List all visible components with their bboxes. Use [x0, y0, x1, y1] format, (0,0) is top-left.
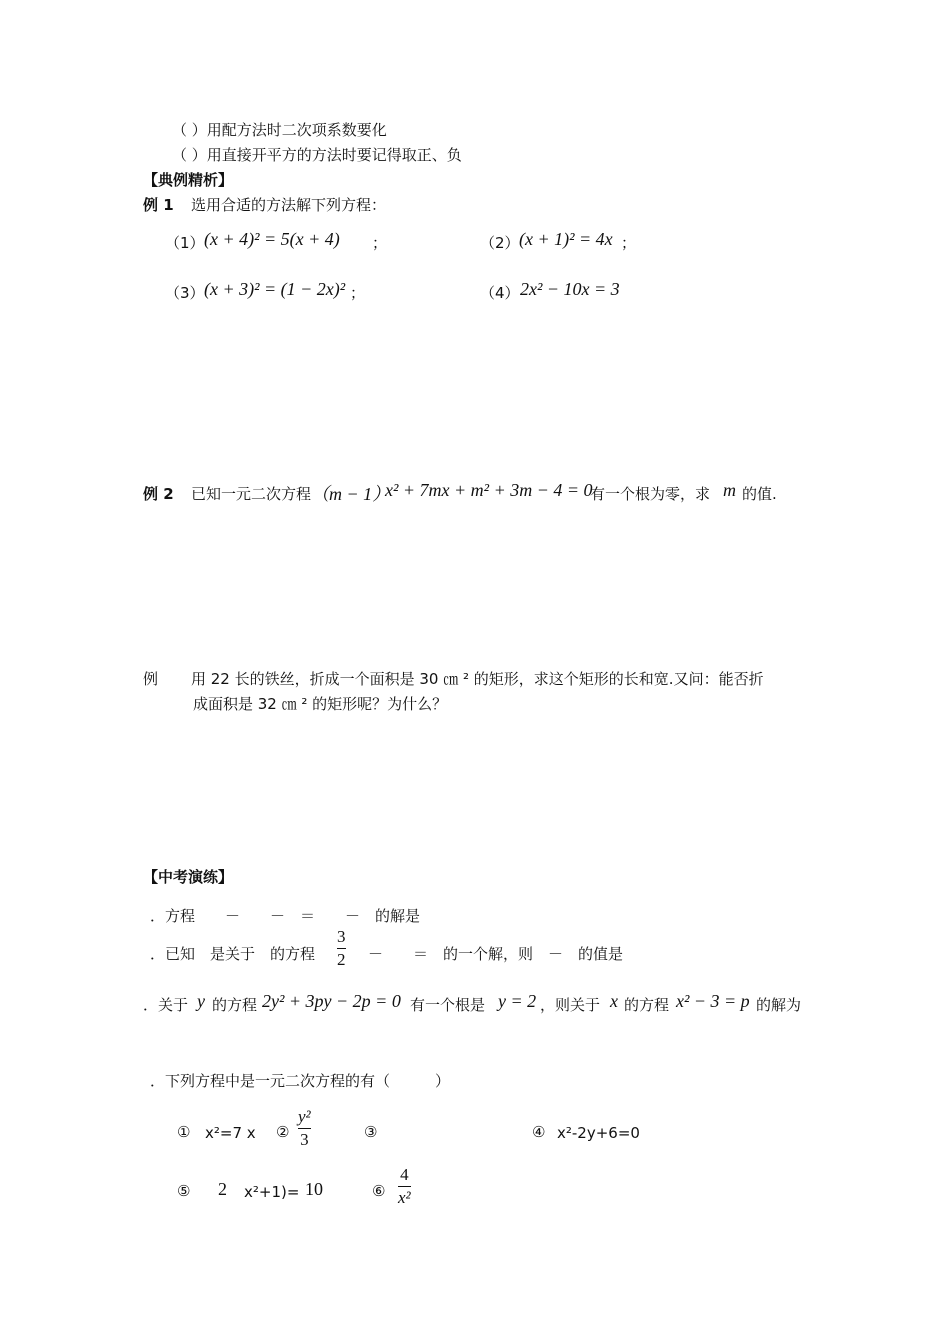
ex1-problem-1-semicolon: ；: [372, 234, 388, 252]
review-item-1: （ ）用配方法时二次项系数要化: [172, 121, 387, 139]
ex1-problem-1-equation: (x + 4)² = 5(x + 4): [204, 229, 340, 249]
option-3-mark: ③: [364, 1123, 378, 1141]
ex1-problem-3-semicolon: ；: [350, 284, 366, 302]
option-1-text: x²=7 x: [205, 1124, 256, 1142]
example-2-paren: （m − 1）: [311, 484, 391, 504]
option-4-text: x²-2y+6=0: [557, 1124, 640, 1142]
review-item-2: （ ）用直接开平方的方法时要记得取正、负: [172, 146, 462, 164]
question-3-equation-2: x² − 3 = p: [676, 991, 750, 1011]
option-2-fraction: [298, 1107, 311, 1150]
ex1-problem-4-equation: 2x² − 10x = 3: [520, 279, 620, 299]
question-2-prefix: ．已知 是关于 的方程: [150, 945, 316, 963]
example-2-prefix: 已知一元二次方程: [191, 485, 312, 503]
ex1-problem-3-equation: (x + 3)² = (1 − 2x)²: [204, 279, 346, 299]
option-4-mark: ④: [532, 1123, 546, 1141]
question-3-text-1: 的方程: [212, 996, 258, 1014]
option-6-numerator: 4: [400, 1165, 409, 1184]
example-2-text: 有一个根为零，求: [590, 485, 711, 503]
question-3-end: 的解为: [756, 996, 802, 1014]
option-6-fraction: [398, 1165, 411, 1208]
question-3-prefix: ．关于: [143, 996, 189, 1014]
option-1-mark: ①: [177, 1123, 191, 1141]
section-title-examples: 【典例精析】: [143, 171, 234, 189]
example-2-equation: x² + 7mx + m² + 3m − 4 = 0: [385, 480, 593, 500]
option-5-value: 10: [305, 1179, 323, 1199]
ex1-problem-2-equation: (x + 1)² = 4x: [519, 229, 613, 249]
ex1-problem-3-number: （3）: [165, 284, 205, 302]
question-3-text-4: 的方程: [624, 996, 670, 1014]
option-2-numerator: y²: [298, 1107, 311, 1126]
fraction-bar: [298, 1128, 311, 1129]
fraction-bar: [398, 1186, 411, 1187]
option-6-mark: ⑥: [372, 1182, 386, 1200]
option-5-mark: ⑤: [177, 1182, 191, 1200]
question-3-root: y = 2: [498, 991, 537, 1011]
example-2-variable: m: [723, 480, 736, 500]
question-3-text-3: ，则关于: [540, 996, 601, 1014]
ex1-problem-2-semicolon: ；: [621, 234, 637, 252]
example-2-label: 例 2: [143, 485, 174, 503]
option-6-denominator: x²: [398, 1188, 411, 1207]
example-2-end: 的值.: [742, 485, 777, 503]
ex1-problem-1-number: （1）: [165, 234, 205, 252]
question-2-suffix: － ＝ 的一个解，则 － 的值是: [368, 945, 624, 963]
question-2-fraction-denominator: 2: [337, 950, 346, 969]
question-2-fraction-numerator: 3: [337, 927, 346, 946]
option-5-coefficient: 2: [218, 1179, 227, 1199]
ex1-problem-2-number: （2）: [480, 234, 520, 252]
option-2-mark: ②: [276, 1123, 290, 1141]
example-3-line-1: 用 22 长的铁丝，折成一个面积是 30 ㎝ ² 的矩形，求这个矩形的长和宽.又问：能否折: [191, 670, 764, 688]
example-1-label: 例 1: [143, 196, 174, 214]
option-5-text: x²+1)=: [244, 1183, 300, 1201]
question-3-equation-1: 2y² + 3py − 2p = 0: [262, 991, 401, 1011]
example-3-label: 例: [143, 670, 159, 688]
fraction-bar: [337, 948, 346, 949]
example-1-prompt: 选用合适的方法解下列方程：: [191, 196, 387, 214]
question-4: ．下列方程中是一元二次方程的有（ ）: [150, 1072, 451, 1090]
ex1-problem-4-number: （4）: [480, 284, 520, 302]
example-3-line-2: 成面积是 32 ㎝ ² 的矩形呢？为什么？: [193, 695, 448, 713]
question-3-text-2: 有一个根是: [410, 996, 486, 1014]
section-title-practice: 【中考演练】: [143, 868, 234, 886]
question-3-var-x: x: [610, 991, 618, 1011]
question-3-var-y: y: [197, 991, 205, 1011]
question-1: ．方程 － － ＝ － 的解是: [150, 907, 421, 925]
option-2-denominator: 3: [300, 1130, 309, 1149]
question-2-fraction: [337, 927, 346, 970]
